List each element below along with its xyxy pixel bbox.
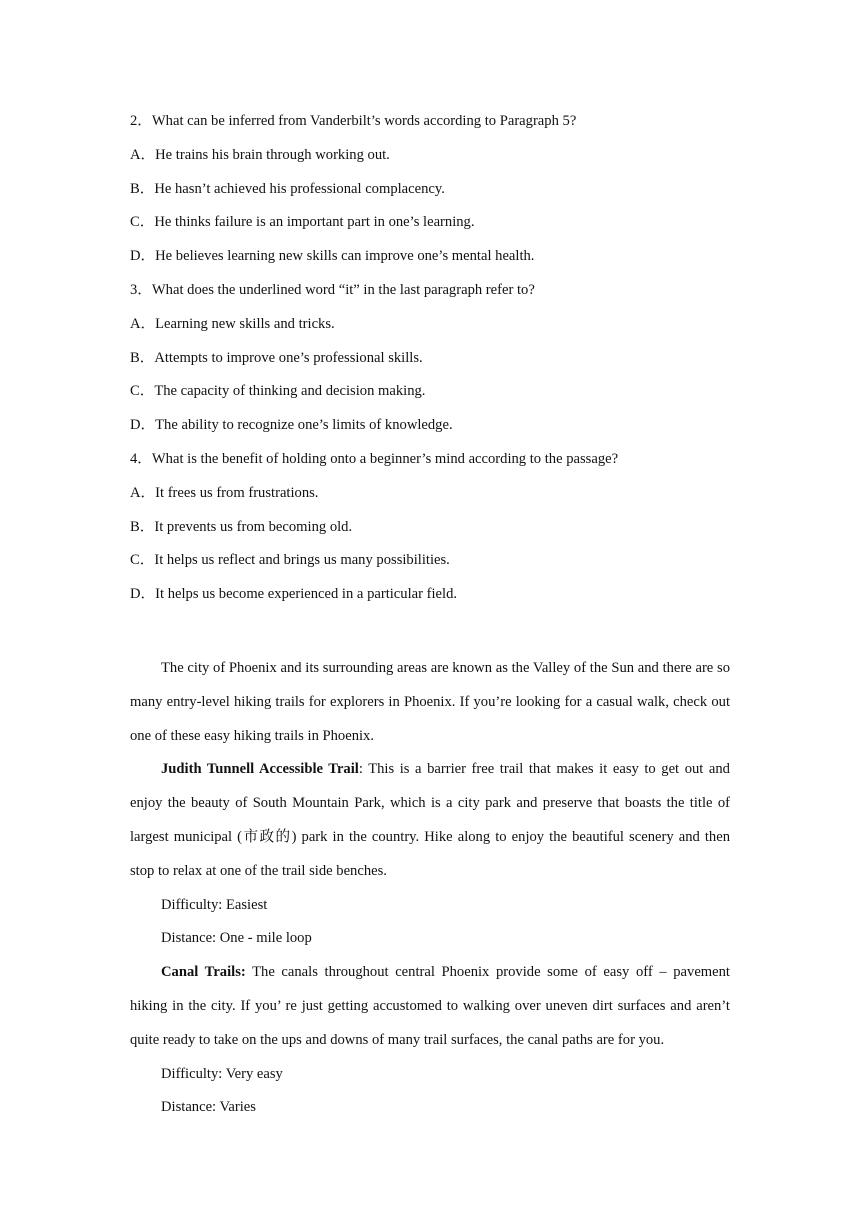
question-4-option-c: C．It helps us reflect and brings us many possibilities. [130, 552, 450, 569]
trail-name: Judith Tunnell Accessible Trail [161, 761, 359, 778]
trail-difficulty: Difficulty: Very easy [161, 1065, 283, 1082]
question-3-option-a: A．Learning new skills and tricks. [130, 315, 335, 332]
question-4-option-b: B．It prevents us from becoming old. [130, 518, 353, 535]
question-3-option-c: C．The capacity of thinking and decision making. [130, 383, 426, 400]
trail-distance: Distance: One - mile loop [161, 930, 312, 947]
question-4-stem: 4．What is the benefit of holding onto a beginner’s mind according to the passage? [130, 450, 619, 467]
question-4-option-a: A．It frees us from frustrations. [130, 484, 319, 501]
trail-distance: Distance: Varies [161, 1099, 256, 1116]
question-2-option-d: D．He believes learning new skills can improve one’s mental health. [130, 248, 535, 265]
trail-judith-tunnell [130, 753, 730, 888]
trail-description: The canals throughout central Phoenix provide some of easy off – pavement hiking in the city. If you’ re just getting accustomed to walking over uneven dirt surfaces and aren’t quite ready to take on the ups and downs of many trail surfaces, the canal paths are for you. [130, 964, 730, 1048]
question-2-stem: 2．What can be inferred from Vanderbilt’s words according to Paragraph 5? [130, 113, 577, 129]
trail-difficulty: Difficulty: Easiest [161, 896, 268, 913]
trail-canal [130, 956, 730, 1057]
question-3-stem: 3．What does the underlined word “it” in the last paragraph refer to? [130, 281, 535, 298]
question-2-option-b: B．He hasn’t achieved his professional complacency. [130, 180, 445, 197]
question-3-option-d: D．The ability to recognize one’s limits of knowledge. [130, 417, 453, 434]
trail-description: : This is a barrier free trail that makes it easy to get out and enjoy the beauty of South Mountain Park, which is a city park and preserve that boasts the title of largest municipal (市政的) park in the country. Hike along to enjoy the beautiful scenery and then stop to relax at one of the trail side benches. [130, 761, 730, 879]
question-2-option-c: C．He thinks failure is an important part in one’s learning. [130, 214, 475, 231]
trail-name: Canal Trails: [161, 964, 246, 981]
reading-passage [130, 652, 730, 1125]
passage-intro: The city of Phoenix and its surrounding areas are known as the Valley of the Sun and there are so many entry-level hiking trails for explorers in Phoenix. If you’re looking for a casual walk, check out one of these easy hiking trails in Phoenix. [130, 660, 730, 744]
question-list [130, 111, 770, 618]
question-2-option-a: A．He trains his brain through working out. [130, 146, 390, 163]
question-4-option-d: D．It helps us become experienced in a particular field. [130, 586, 458, 603]
question-3-option-b: B．Attempts to improve one’s professional skills. [130, 349, 423, 366]
